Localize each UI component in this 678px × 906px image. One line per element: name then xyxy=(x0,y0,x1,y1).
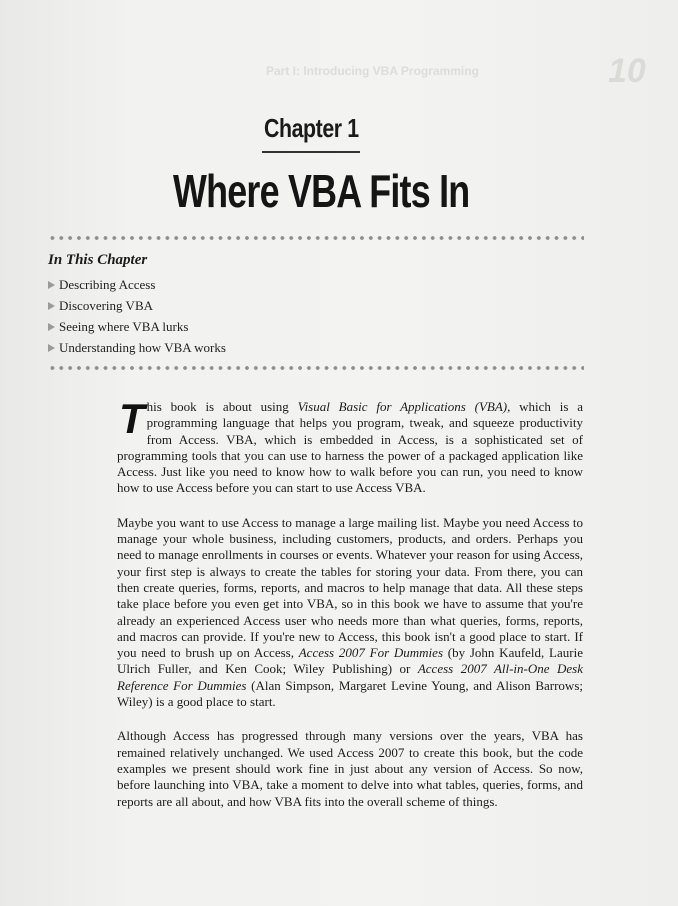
chapter-label: Chapter 1 xyxy=(264,113,359,143)
bullet-arrow-icon xyxy=(48,323,55,331)
dotted-divider-top xyxy=(48,235,584,241)
bullet-arrow-icon xyxy=(48,281,55,289)
bullet-arrow-icon xyxy=(48,302,55,310)
in-this-chapter-heading: In This Chapter xyxy=(48,252,148,268)
paragraph-versions: Although Access has progressed through many versions over the years, VBA has remained relatively unchanged. We used Access 2007 to create this book, but the code examples we present should work fine in just about any version of Access. So now, before launching into VBA, take a moment to delve into what tables, queries, forms, and reports are all about, and how VBA fits into the overall scheme of things. xyxy=(117,728,583,809)
topic-item xyxy=(48,274,226,295)
chapter-topic-list xyxy=(48,274,226,358)
bullet-arrow-icon xyxy=(48,344,55,352)
book-title: Access 2007 For Dummies xyxy=(298,645,443,661)
bleed-through-page-number: 10 xyxy=(608,52,646,90)
text-run: which is a programming language that helps you program, tweak, and squeeze productivity from Access. VBA, which is embedded in Access, is a sophisticated set of programming tools that you can use to harness the power of a packaged application like Access. Just like you need to know how to walk before you can run, you need to know how to use Access before you can start to use Access VBA. xyxy=(117,399,583,496)
topic-label: Discovering VBA xyxy=(59,297,154,313)
text-run: his book is about using xyxy=(146,399,298,414)
text-run: (Alan Simpson, Margaret Levine Young, and Alison Barrows; Wiley) is a good place to start. xyxy=(117,677,583,710)
drop-cap: T xyxy=(119,395,145,442)
italic-term: Visual Basic for Applications (VBA), xyxy=(297,399,511,414)
dotted-divider-bottom xyxy=(48,365,584,371)
topic-item xyxy=(48,295,226,316)
bleed-through-running-head: Part I: Introducing VBA Programming xyxy=(266,64,479,78)
topic-label: Describing Access xyxy=(59,276,156,292)
book-title: Access 2007 All-in-One Desk Reference For Dummies xyxy=(117,661,583,693)
text-run: Maybe you want to use Access to manage a large mailing list. Maybe you need Access to manage your whole business, including customers, products, and orders. Perhaps you need to manage enrollments in courses or events. Whatever your reason for using Access, your first step is always to create the tables for storing your data. From there, you can then create queries, forms, reports, and macros to help manage that data. All these steps take place before you even get into VBA, so in this book we have to assume that you're already an experienced Access user who needs more than what queries, forms, reports, and macros can provide. If you're new to Access, this book isn't a good place to start. If you need to brush up on Access, xyxy=(117,514,583,661)
topic-item xyxy=(48,337,226,358)
topic-item xyxy=(48,316,226,337)
paragraph-usage xyxy=(117,515,583,711)
chapter-title: Where VBA Fits In xyxy=(173,165,470,217)
paragraph-intro xyxy=(117,395,583,497)
topic-label: Understanding how VBA works xyxy=(59,339,226,355)
topic-label: Seeing where VBA lurks xyxy=(59,318,189,334)
chapter-body xyxy=(117,395,583,828)
text-run: (by John Kaufeld, Laurie Ulrich Fuller, and Ken Cook; Wiley Publishing) or xyxy=(117,645,583,677)
chapter-underline xyxy=(262,151,360,153)
